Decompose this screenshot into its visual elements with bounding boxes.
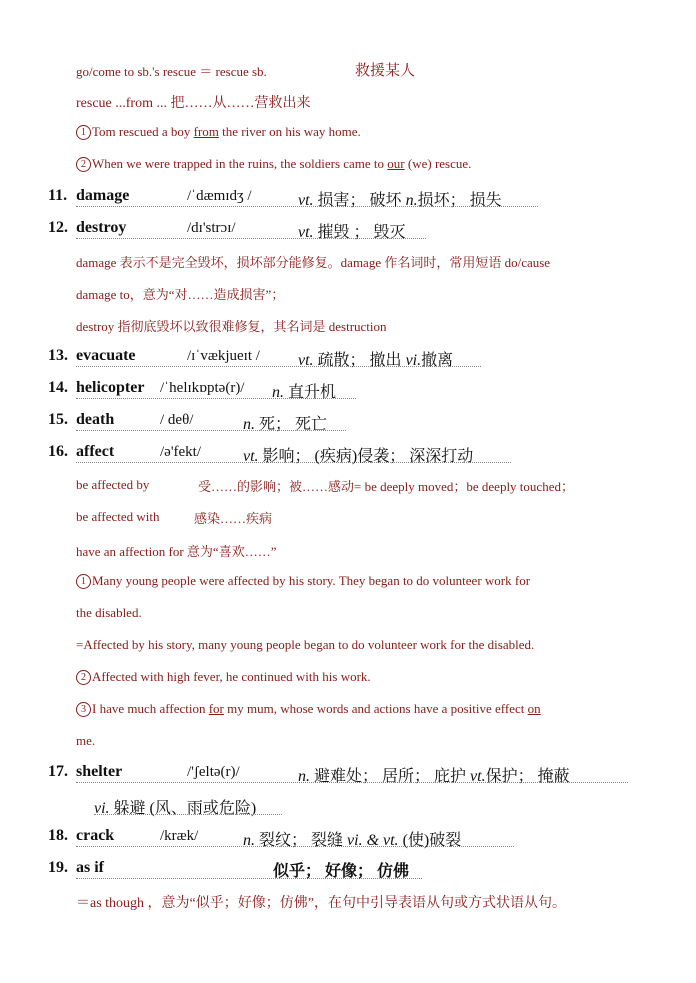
entry-word: as if	[76, 859, 104, 876]
entry-ipa: /ˈdæmɪdʒ /	[187, 188, 252, 204]
definition-text: 躲避 (风、雨或危险)	[109, 800, 257, 817]
circled-number: 2	[76, 670, 91, 685]
example-text: the river on his way home.	[218, 124, 361, 139]
entry-word: affect	[76, 443, 115, 460]
example-rescue-2	[76, 156, 471, 172]
part-of-speech: vt.	[298, 192, 314, 209]
part-of-speech: vi.	[405, 352, 422, 369]
definition-text: 影响； (疾病)侵袭； 深深打动	[258, 448, 474, 465]
definition-text: 撤离	[421, 352, 454, 369]
entry-number: 18.	[48, 827, 68, 844]
part-of-speech: n.	[243, 416, 255, 433]
part-of-speech: vi. & vt.	[347, 832, 399, 849]
part-of-speech: n.	[298, 768, 310, 785]
part-of-speech: vt.	[298, 224, 314, 241]
entry-word: crack	[76, 827, 115, 844]
phrase-rescue-2: rescue ...from ... 把……从……营救出来	[76, 96, 311, 111]
example-text: I have much affection	[92, 701, 209, 716]
underlined-word: for	[208, 701, 224, 716]
entry-word: damage	[76, 187, 130, 204]
circled-number: 1	[76, 574, 91, 589]
circled-number: 1	[76, 125, 91, 140]
entry-number: 12.	[48, 219, 68, 236]
note-damage-2: damage to，意为“对……造成损害”；	[76, 287, 285, 302]
entry-number: 19.	[48, 859, 68, 876]
underlined-word: from	[193, 124, 219, 139]
example-affect-1	[76, 573, 530, 589]
definition-text: 裂纹； 裂缝	[255, 832, 348, 849]
entry-definition: 似乎； 好像； 仿佛	[273, 863, 410, 880]
part-of-speech: n.	[405, 192, 418, 209]
entry-definition	[243, 827, 461, 850]
note-affect-2a: be affected with	[76, 509, 160, 524]
phrase-text: go/come to sb.'s rescue ＝ rescue sb.	[76, 64, 267, 79]
definition-text: 损害； 破坏	[313, 192, 406, 209]
entry-ipa: /'ʃeltə(r)/	[187, 764, 240, 780]
entry-word: helicopter	[76, 379, 145, 396]
definition-text: 摧毁 ； 毁灭	[313, 224, 406, 241]
example-text: Affected with high fever, he continued with his work.	[92, 669, 371, 684]
entry-underline	[94, 814, 282, 815]
part-of-speech: n.	[243, 832, 255, 849]
note-affect-3: have an affection for 意为“喜欢……”	[76, 544, 277, 559]
example-affect-2	[76, 669, 371, 685]
definition-text: 避难处； 居所； 庇护	[310, 768, 471, 785]
entry-number: 17.	[48, 763, 68, 780]
example-text: (we) rescue.	[404, 156, 472, 171]
underlined-word: our	[387, 156, 405, 171]
entry-ipa: /ˈhelɪkɒptə(r)/	[160, 380, 245, 396]
entry-word: destroy	[76, 219, 127, 236]
entry-number: 16.	[48, 443, 68, 460]
entry-word: death	[76, 411, 115, 428]
part-of-speech: vt.	[243, 448, 259, 465]
part-of-speech: vt.	[298, 352, 314, 369]
circled-number: 3	[76, 702, 91, 717]
definition-text: 直升机	[284, 384, 337, 401]
example-affect-1-cont: the disabled.	[76, 605, 142, 620]
part-of-speech: vt.	[470, 768, 486, 785]
entry-definition	[243, 443, 473, 466]
entry-number: 11.	[48, 187, 68, 204]
example-text: Tom rescued a boy	[92, 124, 194, 139]
entry-ipa: /kræk/	[160, 828, 199, 844]
circled-number: 2	[76, 157, 91, 172]
example-affect-1-rewrite: =Affected by his story, many young people began to do volunteer work for the disabled.	[76, 637, 535, 652]
entry-number: 13.	[48, 347, 68, 364]
entry-definition	[298, 347, 453, 370]
entry-ipa: / deθ/	[160, 412, 194, 428]
example-rescue-1	[76, 124, 361, 140]
note-damage-1: damage 表示不是完全毁坏，损坏部分能修复。damage 作名词时，常用短语 do/cause	[76, 255, 551, 270]
entry-word: shelter	[76, 763, 123, 780]
phrase-rescue-1-meaning: 救援某人	[355, 63, 416, 79]
entry-number: 15.	[48, 411, 68, 428]
note-destroy: destroy 指彻底毁坏以致很难修复，其名词是 destruction	[76, 319, 387, 334]
note-affect-2b: 感染……疾病	[194, 511, 273, 526]
entry-ipa: /dɪ'strɔɪ/	[187, 220, 236, 236]
entry-ipa: /ə'fekt/	[160, 444, 202, 460]
entry-definition	[298, 763, 570, 786]
entry-ipa: /ɪˈvækjueɪt /	[187, 348, 260, 364]
entry-number: 14.	[48, 379, 68, 396]
entry-word: evacuate	[76, 347, 136, 364]
entry-definition	[298, 187, 502, 210]
underlined-word: on	[527, 701, 541, 716]
example-affect-3-cont: me.	[76, 733, 96, 748]
entry-definition	[243, 411, 327, 434]
phrase-rescue-1	[76, 61, 267, 80]
example-text: Many young people were affected by his story. They began to do volunteer work for	[92, 573, 531, 588]
entry-definition	[298, 219, 406, 242]
entry-definition	[272, 379, 336, 402]
note-affect-1a: be affected by	[76, 477, 150, 492]
definition-text: (使)破裂	[398, 832, 462, 849]
definition-text: 死； 死亡	[255, 416, 328, 433]
example-affect-3	[76, 701, 541, 717]
example-text: my mum, whose words and actions have a positive effect	[223, 701, 528, 716]
example-text: When we were trapped in the ruins, the soldiers came to	[92, 156, 388, 171]
note-affect-1b: 受……的影响；被……感动= be deeply moved；be deeply touched；	[198, 479, 574, 494]
part-of-speech: vi.	[94, 800, 110, 817]
definition-text: 保护； 掩蔽	[485, 768, 570, 785]
part-of-speech: n.	[272, 384, 284, 401]
note-as-if: ＝as though ，意为“似乎；好像；仿佛”，在句中引导表语从句或方式状语从句。	[76, 896, 566, 911]
definition-text: 损坏； 损失	[417, 192, 502, 209]
definition-text: 疏散； 撤出	[313, 352, 406, 369]
